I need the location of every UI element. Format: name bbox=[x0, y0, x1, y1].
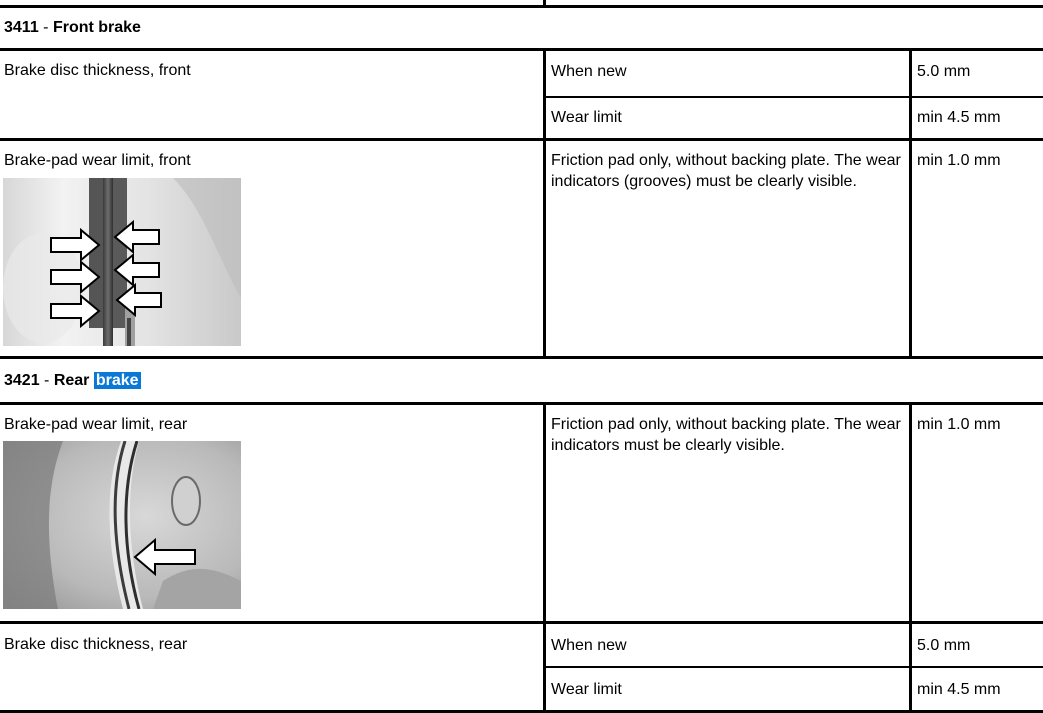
selected-text[interactable]: brake bbox=[95, 372, 139, 389]
section-header-rear-brake bbox=[4, 370, 141, 391]
condition-label: Wear limit bbox=[551, 109, 622, 126]
spec-value: min 1.0 mm bbox=[917, 152, 1001, 169]
table-border bbox=[0, 402, 1043, 405]
rear-brake-photo bbox=[3, 441, 241, 609]
row-label: Brake disc thickness, front bbox=[4, 62, 191, 79]
section-header-front-brake bbox=[4, 17, 141, 38]
condition-label: Wear limit bbox=[551, 681, 622, 698]
section-separator: - bbox=[38, 19, 53, 36]
table-border bbox=[543, 48, 546, 358]
table-border bbox=[909, 48, 912, 358]
table-border bbox=[909, 402, 912, 713]
front-brake-photo bbox=[3, 178, 241, 346]
table-border bbox=[0, 621, 1043, 624]
spec-value: min 4.5 mm bbox=[917, 681, 1001, 698]
table-border bbox=[0, 48, 1043, 51]
table-border bbox=[0, 356, 1043, 359]
condition-label: When new bbox=[551, 63, 627, 80]
table-border bbox=[543, 96, 1043, 98]
section-separator: - bbox=[39, 372, 54, 389]
arrow-icon bbox=[115, 222, 161, 315]
row-label: Brake-pad wear limit, front bbox=[4, 152, 191, 169]
row-label: Brake-pad wear limit, rear bbox=[4, 416, 188, 433]
row-label: Brake disc thickness, rear bbox=[4, 636, 188, 653]
row-description: Friction pad only, without backing plate. The wear indicators must be clearly visible. bbox=[551, 416, 901, 454]
table-border bbox=[543, 402, 546, 713]
table-border bbox=[0, 5, 1043, 8]
spec-value: 5.0 mm bbox=[917, 63, 971, 80]
section-code: 3411 bbox=[4, 19, 39, 36]
table-border bbox=[0, 138, 1043, 141]
row-description: Friction pad only, without backing plate. The wear indicators (grooves) must be clearly visible. bbox=[551, 152, 901, 190]
section-title: Rear bbox=[53, 372, 90, 389]
section-code: 3421 bbox=[4, 372, 40, 389]
spec-value: min 1.0 mm bbox=[917, 416, 1001, 433]
table-border bbox=[543, 666, 1043, 668]
spec-value: min 4.5 mm bbox=[917, 109, 1001, 126]
spec-value: 5.0 mm bbox=[917, 637, 971, 654]
condition-label: When new bbox=[551, 637, 627, 654]
section-title: Front brake bbox=[52, 19, 141, 36]
arrow-icon bbox=[51, 230, 99, 326]
